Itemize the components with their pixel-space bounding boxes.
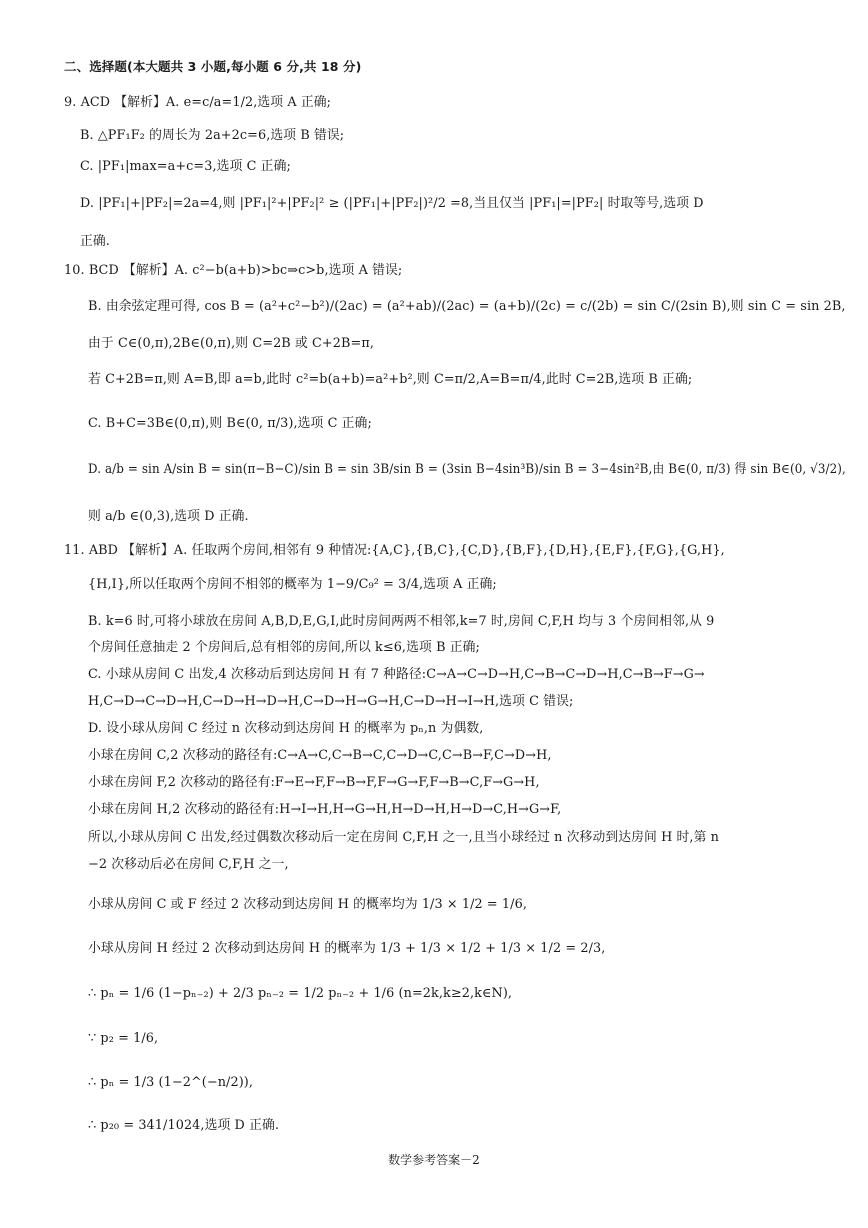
q10-line-a: 10. BCD 【解析】A. c²−b(a+b)>bc⇒c>b,选项 A 错误; [64,263,403,278]
q10-line-g: 则 a/b ∈(0,3),选项 D 正确. [88,509,249,524]
q11-line-g: D. 设小球从房间 C 经过 n 次移动到达房间 H 的概率为 pₙ,n 为偶数, [88,721,484,736]
q11-line-b: {H,I},所以任取两个房间不相邻的概率为 1−9/C₉² = 3/4,选项 A 正确; [88,577,497,592]
q9-line-c: C. |PF₁|max=a+c=3,选项 C 正确; [80,159,291,174]
q10-line-f: D. a/b = sin A/sin B = sin(π−B−C)/sin B = sin 3B/sin B = (3sin B−4sin³B)/sin B = 3−4sin²B,由 B∈(0, π/3) 得 sin B∈(0, √3/2), [88,462,846,477]
q11-line-k: 所以,小球从房间 C 出发,经过偶数次移动后一定在房间 C,F,H 之一,且当小球经过 n 次移动到达房间 H 时,第 n [88,830,720,845]
q10-line-b: B. 由余弦定理可得, cos B = (a²+c²−b²)/(2ac) = (a²+ab)/(2ac) = (a+b)/(2c) = c/(2b) = sin C/(2sin B),则 sin C = sin 2B, [88,299,846,314]
q9-line-d: D. |PF₁|+|PF₂|=2a=4,则 |PF₁|²+|PF₂|² ≥ (|PF₁|+|PF₂|)²/2 =8,当且仅当 |PF₁|=|PF₂| 时取等号,选项 D [80,196,704,211]
q11-line-m: 小球从房间 C 或 F 经过 2 次移动到达房间 H 的概率均为 1/3 × 1/2 = 1/6, [88,897,527,912]
q10-line-d: 若 C+2B=π,则 A=B,即 a=b,此时 c²=b(a+b)=a²+b²,则 C=π/2,A=B=π/4,此时 C=2B,选项 B 正确; [88,372,693,387]
q11-line-r: ∴ p₂₀ = 341/1024,选项 D 正确. [88,1118,280,1133]
q9-line-d2: 正确. [80,234,110,249]
q11-line-n: 小球从房间 H 经过 2 次移动到达房间 H 的概率为 1/3 + 1/3 × 1/2 + 1/3 × 1/2 = 2/3, [88,941,606,956]
q10-line-c: 由于 C∈(0,π),2B∈(0,π),则 C=2B 或 C+2B=π, [88,336,375,351]
q9-line-b: B. △PF₁F₂ 的周长为 2a+2c=6,选项 B 错误; [80,128,345,143]
q11-line-e: C. 小球从房间 C 出发,4 次移动后到达房间 H 有 7 种路径:C→A→C→D→H,C→B→C→D→H,C→B→F→G→ [88,667,705,682]
q11-line-j: 小球在房间 H,2 次移动的路径有:H→I→H,H→G→H,H→D→H,H→D→C,H→G→F, [88,802,562,817]
q11-line-p: ∵ p₂ = 1/6, [88,1031,159,1046]
q10-line-e: C. B+C=3B∈(0,π),则 B∈(0, π/3),选项 C 正确; [88,416,372,431]
q11-line-h: 小球在房间 C,2 次移动的路径有:C→A→C,C→B→C,C→D→C,C→B→F,C→D→H, [88,748,552,763]
q11-line-q: ∴ pₙ = 1/3 (1−2^(−n/2)), [88,1075,254,1090]
section-title: 二、选择题(本大题共 3 小题,每小题 6 分,共 18 分) [64,59,362,74]
q9-line-a: 9. ACD 【解析】A. e=c/a=1/2,选项 A 正确; [64,95,332,110]
q11-line-i: 小球在房间 F,2 次移动的路径有:F→E→F,F→B→F,F→G→F,F→B→C,F→G→H, [88,775,540,790]
q11-line-f: H,C→D→C→D→H,C→D→H→D→H,C→D→H→G→H,C→D→H→I→H,选项 C 错误; [88,694,574,709]
q11-line-o: ∴ pₙ = 1/6 (1−pₙ₋₂) + 2/3 pₙ₋₂ = 1/2 pₙ₋₂ + 1/6 (n=2k,k≥2,k∈N), [88,986,513,1001]
q11-line-d: 个房间任意抽走 2 个房间后,总有相邻的房间,所以 k≤6,选项 B 正确; [88,640,480,655]
q11-line-l: −2 次移动后必在房间 C,F,H 之一, [88,857,289,872]
page-footer: 数学参考答案－2 [388,1153,480,1167]
q11-line-a: 11. ABD 【解析】A. 任取两个房间,相邻有 9 种情况:{A,C},{B,C},{C,D},{B,F},{D,H},{E,F},{F,G},{G,H}, [64,543,725,558]
q11-line-c: B. k=6 时,可将小球放在房间 A,B,D,E,G,I,此时房间两两不相邻,k=7 时,房间 C,F,H 均与 3 个房间相邻,从 9 [88,614,715,629]
